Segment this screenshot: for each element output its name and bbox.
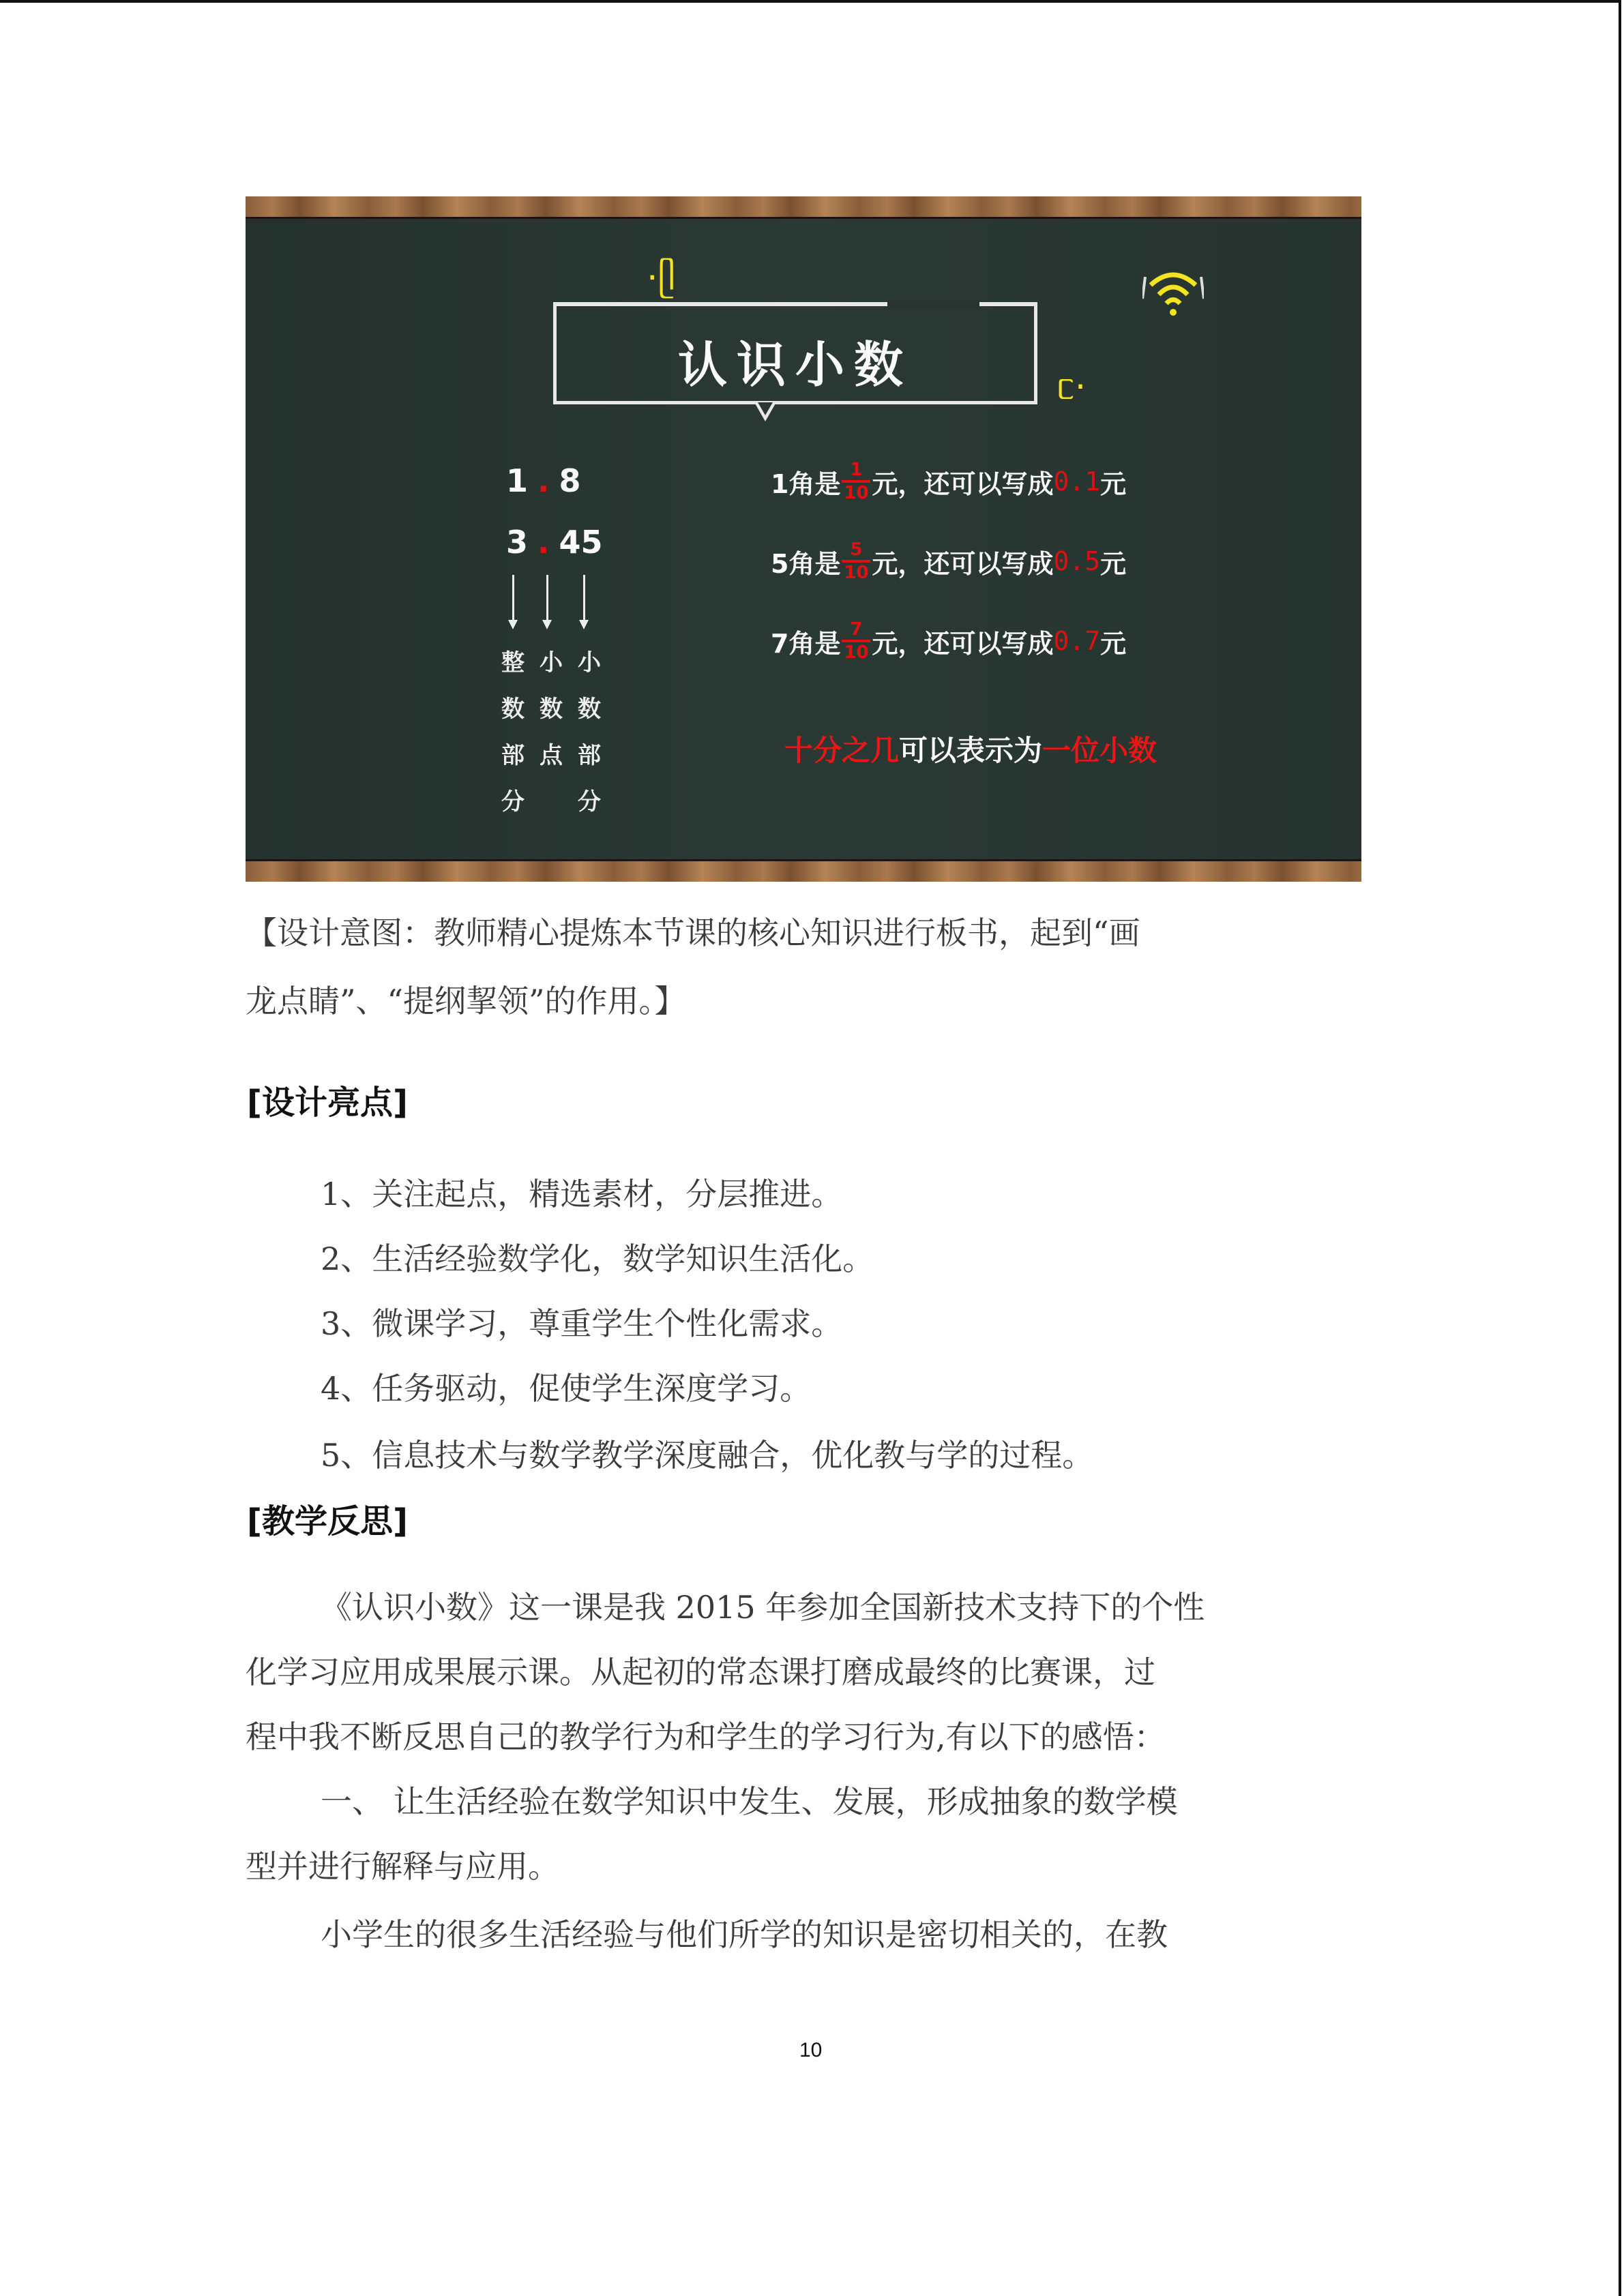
label-decimal-point: 小 数 点 (540, 649, 563, 769)
down-arrow-icon (546, 575, 548, 623)
label-decimal-part: 小 数 部 分 (578, 649, 601, 816)
chalkboard-image (246, 196, 1361, 882)
design-intent-caption: 【设计意图：教师精心提炼本节课的核心知识进行板书，起到“画 龙点睛”、“提纲挈领”的作用。】 (246, 914, 1140, 1019)
list-item: 4、任务驱动，促使学生深度学习。 (321, 1370, 812, 1407)
down-arrow-icon (583, 575, 585, 623)
label-integer-part: 整 数 部 分 (501, 649, 525, 816)
wood-frame-bottom (246, 859, 1361, 882)
list-item: 1、关注起点，精选素材，分层推进。 (321, 1176, 843, 1212)
equation-line: 5角是 $\frac{5}{10}$ 元，还可以写成 0.5 元 (771, 539, 1127, 583)
down-arrow-icon (512, 575, 514, 623)
board-title: 认识小数 (677, 336, 913, 393)
yellow-doodle-icon: ·ᥫ (647, 258, 676, 299)
section-heading-highlights: [设计亮点] (247, 1084, 408, 1122)
decimal-example: 3 . 45 (506, 524, 603, 561)
summary-statement: 十分之几可以表示为一位小数 (784, 734, 1157, 767)
fraction: $\frac{7}{10}$ (842, 621, 870, 661)
reflection-paragraph: 小学生的很多生活经验与他们所学的知识是密切相关的，在教 (321, 1916, 1168, 1953)
reflection-point-one: 一、 让生活经验在数学知识中发生、发展，形成抽象的数学模 型并进行解释与应用。 (246, 1783, 1178, 1885)
list-item: 2、生活经验数学化，数学知识生活化。 (321, 1240, 874, 1277)
title-speech-bubble (553, 302, 1037, 404)
wifi-doodle-icon (1142, 265, 1204, 319)
equation-line: 7角是 $\frac{7}{10}$ 元，还可以写成 0.7 元 (771, 619, 1127, 663)
list-item: 3、微课学习，尊重学生个性化需求。 (321, 1305, 843, 1342)
yellow-doodle-icon: ᥴ· (1057, 367, 1087, 408)
reflection-paragraph: 《认识小数》这一课是我 2015 年参加全国新技术支持下的个性 化学习应用成果展示课。从起初的常态课打磨成最终的比赛课，过 程中我不断反思自己的教学行为和学生的学习行为,有以下的感悟： (246, 1589, 1205, 1755)
wood-frame-top (246, 196, 1361, 219)
decimal-example: 1 . 8 (506, 462, 581, 499)
list-item: 5、信息技术与数学教学深度融合，优化教与学的过程。 (321, 1437, 1094, 1474)
fraction: $\frac{5}{10}$ (842, 541, 870, 582)
section-heading-reflection: [教学反思] (247, 1502, 408, 1540)
equation-line: 1角是 $\frac{1}{10}$ 元，还可以写成 0.1 元 (771, 460, 1127, 503)
fraction: $\frac{1}{10}$ (842, 461, 870, 502)
page-number: 10 (799, 2039, 823, 2061)
